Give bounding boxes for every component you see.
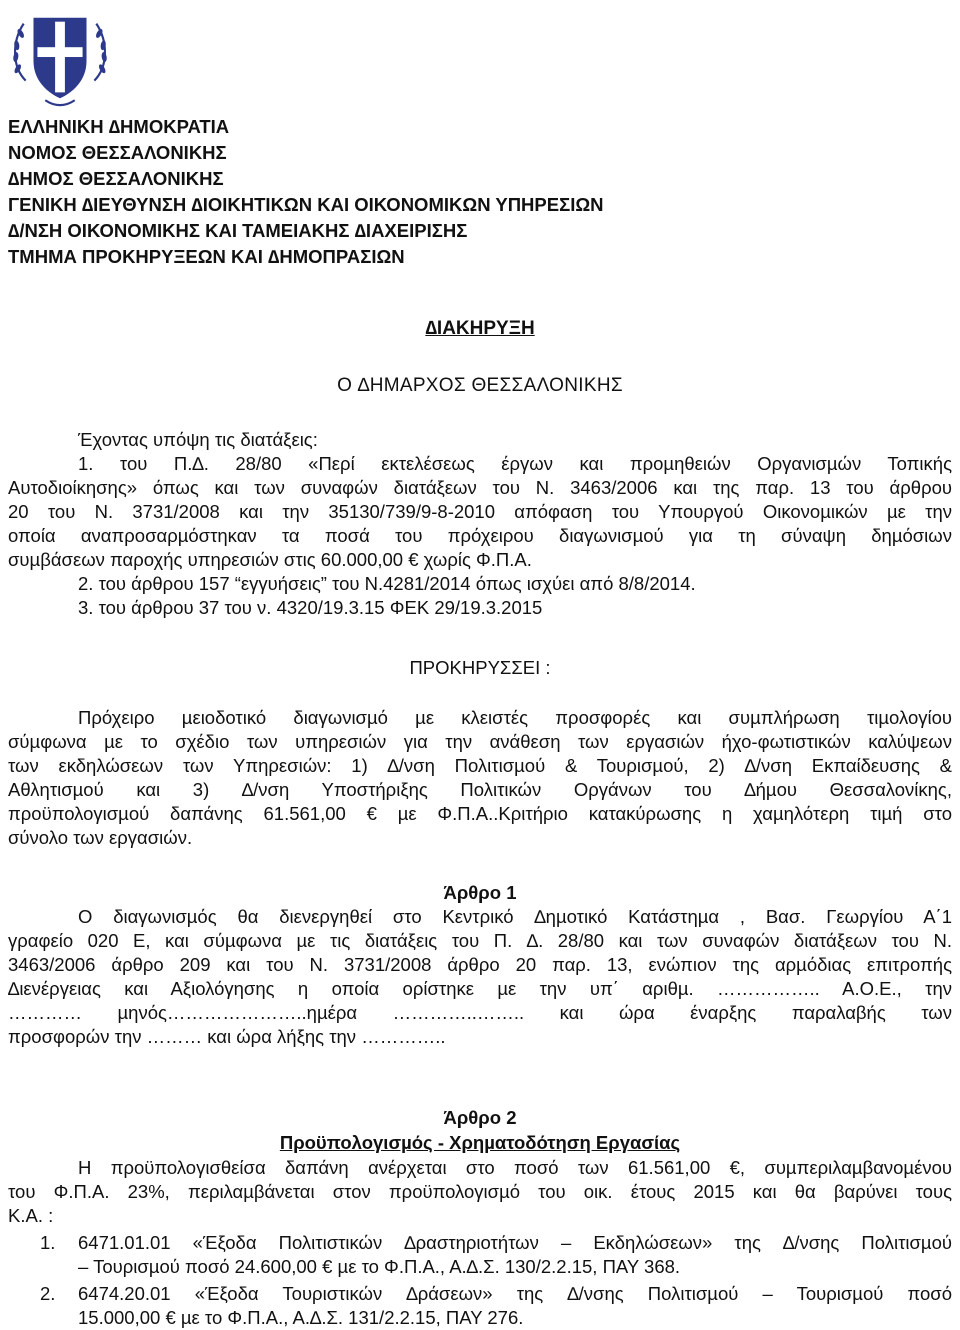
main-paragraph [8,706,952,850]
article-2-body [8,1156,952,1228]
paragraph-line: σύµφωνα µε το σχέδιο των υπηρεσιών για την ανάθεση των εργασιών ήχο-φωτιστικών καλύψεων [8,731,952,752]
budget-item-1 [8,1231,952,1279]
consideration-1-line: 1. του Π.∆. 28/80 «Περί εκτελέσεως έργων και προµηθειών Οργανισµών Τοπικής [78,453,952,474]
header-line: ∆/ΝΣΗ ΟΙΚΟΝΟΜΙΚΗΣ ΚΑΙ ΤΑΜΕΙΑΚΗΣ ∆ΙΑΧΕΙΡΙΣΗΣ [8,220,468,241]
article-1-line: 3463/2006 άρθρο 209 και του Ν. 3731/2008 άρθρο 20 παρ. 13, ενώπιον της αρµόδιας επιτροπής [8,954,952,975]
paragraph-line: Αθλητισµού και 3) ∆/νση Υποστήριξης Πολιτικών Οργάνων του ∆ήµου Θεσσαλονίκης, [8,779,952,800]
article-1-body [8,905,952,1049]
budget-item-line: 6471.01.01 «Έξοδα Πολιτιστικών ∆ραστηριοτήτων – Εκδηλώσεων» της ∆/νσης Πολιτισµού [78,1232,952,1253]
header-line: ΕΛΛΗΝΙΚΗ ∆ΗΜΟΚΡΑΤΙΑ [8,116,230,137]
issuer-header [8,114,604,270]
article-2-heading: Άρθρο 2 [443,1107,517,1128]
coat-of-arms-icon [6,4,114,112]
header-line: ∆ΗΜΟΣ ΘΕΣΣΑΛΟΝΙΚΗΣ [8,168,224,189]
budget-item-line: 6474.20.01 «Έξοδα Τουριστικών ∆ράσεων» της ∆/νσης Πολιτισµού – Τουρισµού ποσό [78,1283,952,1304]
article-1-heading: Άρθρο 1 [443,882,517,903]
budget-item-number: 1. [40,1232,56,1253]
proclaims-heading: ΠΡΟΚΗΡΥΣΣΕΙ : [409,657,551,678]
considerations-intro: Έχοντας υπόψη τις διατάξεις: [78,429,318,450]
consideration-1-line: συµβάσεων παροχής υπηρεσιών στις 60.000,00 € χωρίς Φ.Π.Α. [8,549,532,570]
budget-item-line: 15.000,00 € µε το Φ.Π.Α., Α.∆.Σ. 131/2.2.15, ΠΑΥ 276. [78,1307,524,1328]
header-line: ΝΟΜΟΣ ΘΕΣΣΑΛΟΝΙΚΗΣ [8,142,227,163]
budget-item-number: 2. [40,1283,56,1304]
paragraph-line: σύνολο των εργασιών. [8,827,193,848]
budget-item-line: – Τουρισµού ποσό 24.600,00 € µε το Φ.Π.Α., Α.∆.Σ. 130/2.2.15, ΠΑΥ 368. [78,1256,681,1277]
article-1-line: ∆ιενέργειας και Αξιολόγησης η οποία ορίστηκε µε την υπ΄ αριθµ. …………….. Α.Ο.Ε., την [8,978,952,999]
consideration-1-line: 20 του Ν. 3731/2008 και την 35130/739/9-8-2010 απόφαση του Υπουργού Οικονοµικών µε την [8,501,952,522]
header-line: ΤΜΗΜΑ ΠΡΟΚΗΡΥΞΕΩΝ ΚΑΙ ∆ΗΜΟΠΡΑΣΙΩΝ [8,246,405,267]
article-1-line: προσφορών την ……… και ώρα λήξης την ………….. [8,1026,446,1047]
article-1-line: γραφείο 020 Ε, και σύµφωνα µε τις διατάξεις του Π. ∆. 28/80 και των συναφών διατάξεων του Ν. [8,930,952,951]
article-2-line: του Φ.Π.Α. 23%, περιλαµβάνεται στον προϋπολογισµό του οικ. έτους 2015 και θα βαρύνει τους [8,1181,952,1202]
budget-item-2 [8,1282,952,1330]
article-1-line: ………… µηνός…………………..ηµέρα …………..…….. και ώρα έναρξης παραλαβής των [8,1002,952,1023]
paragraph-line: των εκδηλώσεων των Υπηρεσιών: 1) ∆/νση Πολιτισµού & Τουρισµού, 2) ∆/νση Εκπαίδευσης & [8,755,952,776]
considerations-section [8,428,952,620]
consideration-1-line: Αυτοδιοίκησης» όπως και των συναφών διατάξεων του Ν. 3463/2006 και της παρ. 13 του άρθρου [8,477,952,498]
header-line: ΓΕΝΙΚΗ ∆ΙΕΥΘΥΝΣΗ ∆ΙΟΙΚΗΤΙΚΩΝ ΚΑΙ ΟΙΚΟΝΟΜΙΚΩΝ ΥΠΗΡΕΣΙΩΝ [8,194,604,215]
article-2-line: Κ.Α. : [8,1205,54,1226]
document-title: ∆ΙΑΚΗΡΥΞΗ [425,318,535,339]
article-2-subheading: Προϋπολογισµός - Χρηµατοδότηση Εργασίας [279,1132,681,1153]
consideration-1-line: οποία αναπροσαρµόστηκαν τα ποσά του πρόχειρου διαγωνισµού για τη σύναψη δηµόσιων [8,525,952,546]
consideration-3: 3. του άρθρου 37 του ν. 4320/19.3.15 ΦΕΚ 29/19.3.2015 [78,597,543,618]
article-1-line: Ο διαγωνισµός θα διενεργηθεί στο Κεντρικό ∆ηµοτικό Κατάστηµα , Βασ. Γεωργίου Α΄1 [78,906,952,927]
paragraph-line: Πρόχειρο µειοδοτικό διαγωνισµό µε κλειστές προσφορές και συµπλήρωση τιµολογίου [78,707,952,728]
article-2-line: Η προϋπολογισθείσα δαπάνη ανέρχεται στο ποσό των 61.561,00 €, συµπεριλαµβανοµένου [78,1157,952,1178]
consideration-2: 2. του άρθρου 157 “εγγυήσεις” του Ν.4281/2014 όπως ισχύει από 8/8/2014. [78,573,696,594]
paragraph-line: προϋπολογισµού δαπάνης 61.561,00 € µε Φ.Π.Α..Κριτήριο κατακύρωσης η χαµηλότερη τιµή στο [8,803,952,824]
mayor-heading: Ο ∆ΗΜΑΡΧΟΣ ΘΕΣΣΑΛΟΝΙΚΗΣ [337,375,623,396]
